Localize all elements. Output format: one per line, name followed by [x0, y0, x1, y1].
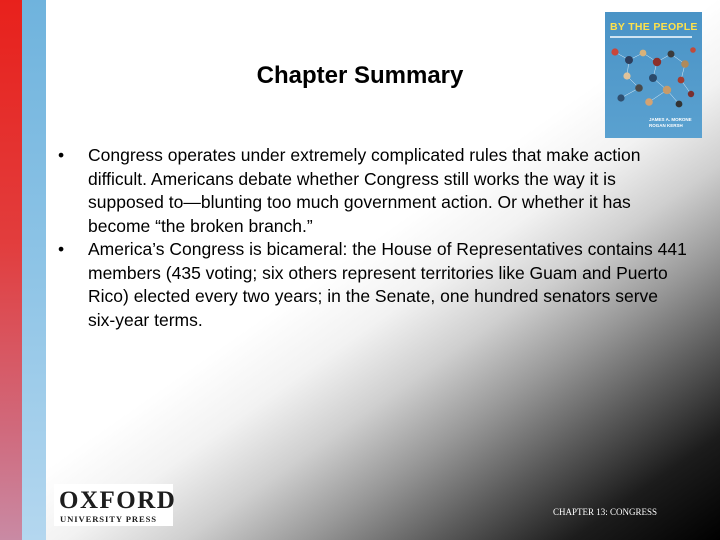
- summary-bullet-item: [58, 238, 688, 332]
- summary-bullet-list: [58, 144, 688, 332]
- slide-title: Chapter Summary: [256, 62, 464, 89]
- slide-footer-chapter-label: CHAPTER 13: CONGRESS: [553, 507, 658, 517]
- book-cover-image: [605, 12, 702, 138]
- book-cover-author: ROGAN KERSH: [649, 123, 683, 128]
- book-cover-people-collage-icon: [609, 44, 698, 110]
- red-side-stripe: [0, 0, 22, 540]
- bullet-text: America’s Congress is bicameral: the House of Representatives contains 441 members (435 voting; six others represent territories like Guam and Puerto Rico) elected every two years; in the Senate, one hundred senators serve six-year terms.: [88, 239, 687, 330]
- book-cover-author: JAMES A. MORONE: [649, 117, 692, 122]
- oxford-university-press-logo: [54, 484, 177, 526]
- blue-side-stripe: [22, 0, 46, 540]
- bullet-text: Congress operates under extremely complicated rules that make action difficult. Americans debate whether Congress still works the way it is supposed to—blunting too much government action. Or whether it has become “the broken branch.”: [88, 145, 641, 236]
- book-cover-title: BY THE PEOPLE: [610, 21, 698, 33]
- book-cover-authors: [649, 117, 692, 129]
- bullet-marker: •: [58, 239, 65, 259]
- publisher-logo-name: OXFORD: [59, 487, 177, 514]
- bullet-marker: •: [58, 145, 65, 165]
- book-cover-subtitle-rule: [610, 36, 692, 38]
- summary-bullet-item: [58, 144, 688, 238]
- publisher-logo-subtitle: UNIVERSITY PRESS: [60, 514, 157, 524]
